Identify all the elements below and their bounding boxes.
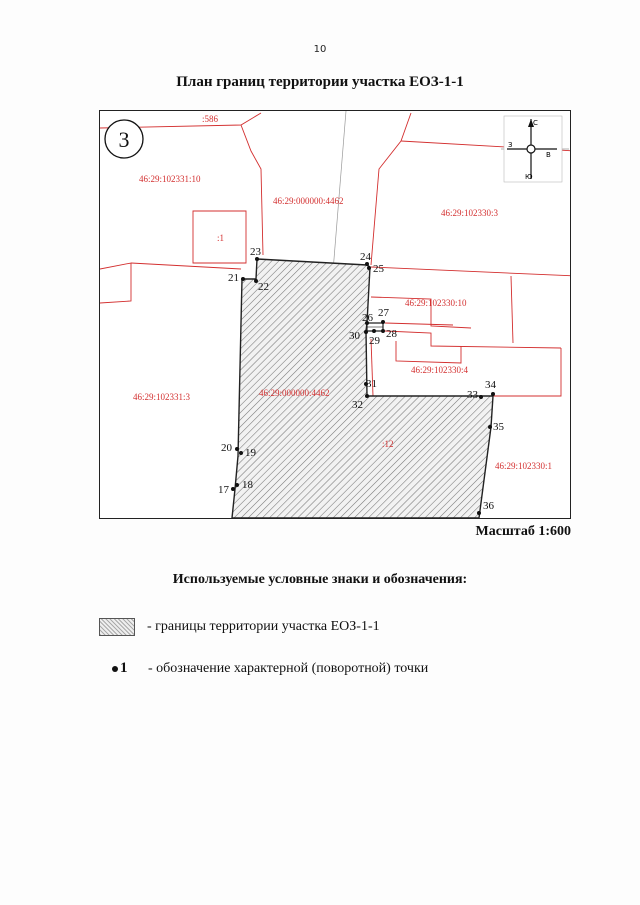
characteristic-point <box>491 392 495 396</box>
point-label: 26 <box>362 312 373 324</box>
svg-text:Ю: Ю <box>525 173 533 181</box>
hatch-swatch <box>99 618 135 636</box>
point-label: 30 <box>349 330 360 342</box>
compass-icon <box>504 116 562 182</box>
characteristic-point <box>241 277 245 281</box>
characteristic-point <box>239 451 243 455</box>
point-label: 29 <box>369 335 380 347</box>
parcel-label: 46:29:102330:10 <box>405 298 467 308</box>
characteristic-point <box>364 330 368 334</box>
characteristic-point <box>235 447 239 451</box>
parcel-label: 46:29:000000:4462 <box>259 388 330 398</box>
characteristic-point <box>381 329 385 333</box>
point-label: 20 <box>221 442 232 454</box>
point-label: 23 <box>250 246 261 258</box>
characteristic-point <box>488 425 492 429</box>
legend-title: Используемые условные знаки и обозначения: <box>172 572 468 587</box>
characteristic-point <box>381 320 385 324</box>
point-label: 21 <box>228 272 239 284</box>
parcel-label: :12 <box>382 439 394 449</box>
point-label: 31 <box>366 378 377 390</box>
legend-item-point <box>112 660 428 677</box>
boundary-map <box>99 110 571 519</box>
scale-label: Масштаб 1:600 <box>475 524 571 539</box>
parcel-label: :586 <box>202 114 219 124</box>
point-label: 35 <box>493 421 504 433</box>
point-label: 33 <box>467 389 478 401</box>
characteristic-point <box>477 511 481 515</box>
characteristic-point <box>367 266 371 270</box>
legend-text: - границы территории участка ЕОЗ-1-1 <box>147 619 380 634</box>
characteristic-point <box>365 394 369 398</box>
svg-text:С: С <box>533 119 538 127</box>
characteristic-point <box>479 395 483 399</box>
point-label: 27 <box>378 307 389 319</box>
characteristic-point <box>372 329 376 333</box>
point-label: 28 <box>386 328 397 340</box>
characteristic-point <box>231 487 235 491</box>
parcel-label: 46:29:102330:3 <box>441 208 499 218</box>
legend-text: - обозначение характерной (поворотной) точки <box>148 660 429 676</box>
point-label: 25 <box>373 263 384 275</box>
parcel-label: :1 <box>217 233 225 243</box>
point-label: 19 <box>245 447 256 459</box>
parcel-label: 46:29:102331:3 <box>133 392 191 402</box>
sheet-number-badge <box>105 120 143 158</box>
characteristic-point <box>235 483 239 487</box>
svg-text:В: В <box>546 151 551 159</box>
parcel-label: 46:29:102330:1 <box>495 461 553 471</box>
parcel-label: 46:29:102330:4 <box>411 365 469 375</box>
point-label: 24 <box>360 251 371 263</box>
point-dot-icon <box>112 666 118 672</box>
point-label: 22 <box>258 281 269 293</box>
page-title: План границ территории участка ЕОЗ-1-1 <box>176 74 464 90</box>
point-label: 17 <box>218 484 229 496</box>
point-label: 32 <box>352 399 363 411</box>
legend-item-territory <box>99 618 380 636</box>
point-label: 18 <box>242 479 253 491</box>
map-canvas <box>100 111 570 518</box>
svg-text:З: З <box>508 141 513 149</box>
point-symbol: 1 <box>112 660 148 677</box>
page-number: 10 <box>313 44 327 55</box>
sheet-number: 3 <box>118 127 130 152</box>
point-label: 36 <box>483 500 494 512</box>
point-label: 34 <box>485 379 496 391</box>
parcel-label: 46:29:102331:10 <box>139 174 201 184</box>
parcel-label: 46:29:000000:4462 <box>273 196 344 206</box>
